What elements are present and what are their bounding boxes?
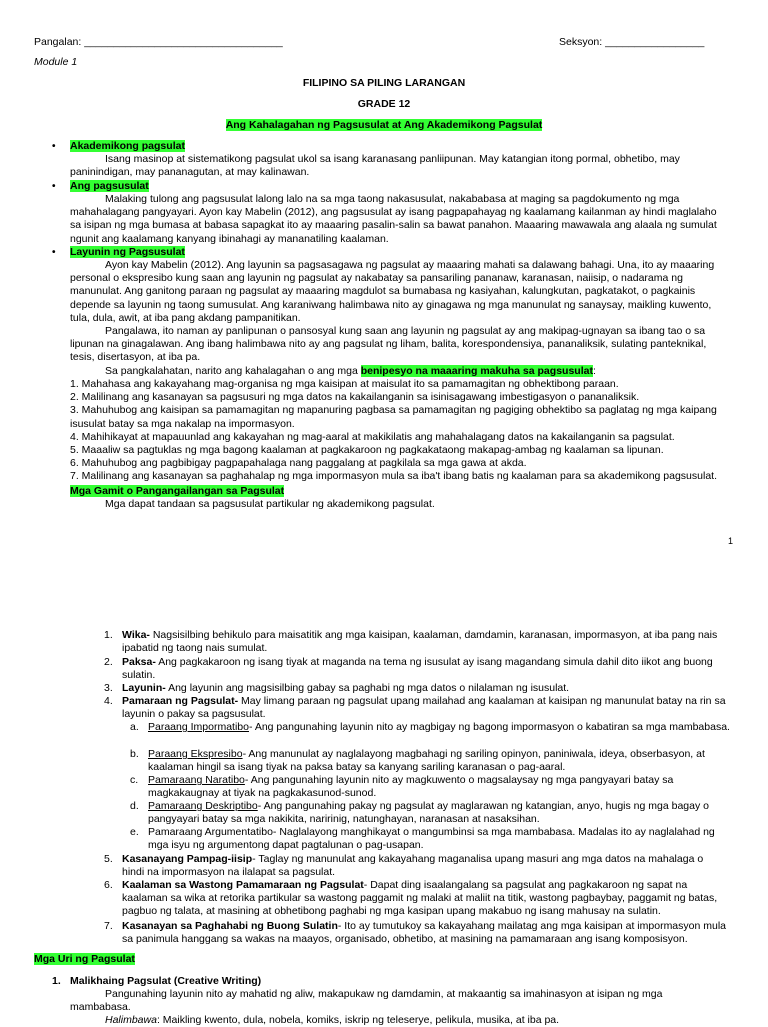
subitem-letter: d. [130, 800, 139, 812]
benefit-item: 4. Mahihikayat at mapauunlad ang kakayahan ng mag-aaral at makikilatis ang mahahalagang datos na kakailanganin sa pagsulat. [70, 430, 675, 443]
subitem-text: Pamaraang Argumentatibo- Naglalayong manghikayat o mangumbinsi sa mga mambabasa. Madalas ito ay naglalahad ng mga isyu ng argumentong dapat pagtalunan o pag-usapan. [148, 826, 715, 852]
layunin-paragraph-2 [70, 325, 720, 365]
akademiko-heading: Akademikong pagsulat [70, 140, 185, 152]
gamit-heading: Mga Gamit o Pangangailangan sa Pagsulat [70, 485, 285, 497]
item-term: Kasanayan sa Paghahabi ng Buong Sulatin [122, 920, 338, 932]
benefits-highlight: benipesyo na maaaring makuha sa pagsusulat [360, 365, 593, 377]
subject-title: FILIPINO SA PILING LARANGAN [302, 77, 466, 89]
pagsusulat-text: Malaking tulong ang pagsusulat lalong lalo na sa mga taong nakasusulat, nakababasa at maging sa pagdokumento ng mga mahahalagang pangyayari. Ayon kay Mabelin (2012), ang pagsusulat ay isang pagpapahayag ng kaalamang kailanman ay hindi maglalaho sa isipan ng mga bumasa at babasa sapagkat ito ay maaaring pasalin-salin sa bawat panahon. Maaaring mawawala ang alaala ng sumulat ngunit ang kaalamang kanyang ibinahagi ay mananatiling kaalaman. [70, 193, 717, 245]
item-text: Ang layunin ang magsisilbing gabay sa paghabi ng mga datos o nilalaman ng isusulat. [165, 682, 570, 694]
layunin-text-3: Sa pangkalahatan, narito ang kahalagahan o ang mga [105, 365, 361, 377]
layunin-text-2: Pangalawa, ito naman ay panlipunan o pansosyal kung saan ang layunin ng pagsulat ay ang makipag-ugnayan sa ibang tao o sa lipunan na ginagalawan. Ang ibang halimbawa nito ay ang pagsulat ng liham, balita, korespondensiya, pananaliksik, sulating panteknikal, tesis, disertasyon, at iba pa. [70, 325, 707, 364]
layunin-text-1: Ayon kay Mabelin (2012). Ang layunin sa pagsasagawa ng pagsulat ay maaaring mahati sa dalawang bahagi. Una, ito ay maaaring personal o ekspresibo kung saan ang layunin ng pagsulat ay nakabatay sa pansariling pananaw, karanasan, naiisip, o nadarama ng manunulat. Ang ganitong paraan ng pagsulat ay maaaring magdulot sa bumabasa ng kasiyahan, kalungkutan, pagkatakot, o pagkainis depende sa layunin ng taong sumusulat. Ang karaniwang halimbawa nito ay ginagawa ng mga manunulat ng sanaysay, maikling kuwento, tula, dula, awit, at iba pang akdang pampanitikan. [70, 259, 715, 324]
uri-item-paragraph [70, 988, 720, 1014]
bullet-icon: • [52, 247, 56, 258]
item-term: Pamaraan ng Pagsulat- [122, 695, 239, 707]
bullet-icon: • [52, 181, 56, 192]
item-term: Kasanayang Pampag-iisip [122, 853, 253, 865]
item-term: Paksa- [122, 656, 156, 668]
item-number: 5. [104, 853, 113, 865]
item-number: 4. [104, 695, 113, 707]
benefit-item: 7. Malilinang ang kasanayan sa paghahalap ng mga impormasyon mula sa iba't ibang batis ng kaalaman para sa akademikong pagsusulat. [70, 470, 717, 483]
benefit-item: 2. Malilinang ang kasanayan sa pagsusuri ng mga datos na kakailanganin sa isinisagawang imbestigasyon o pananaliksik. [70, 391, 640, 404]
topic-title-wrap [0, 119, 768, 132]
page-number: 1 [728, 536, 734, 546]
subitem-text: - Ang pangunahing layunin nito ay magbigay ng bagong impormasyon o kabatiran sa mga mambabasa. [248, 721, 730, 733]
item-text: - Dapat ding isaalangalang sa pagsulat ang pagkakaroon ng sapat na kaalaman sa wika at retorika partikular sa wastong paggamit ng malaki at maliit na titik, wastong pagbaybay, paggamit ng batas, pagbuo ng talata, at masining at obhetibong paghabi ng mga kasipan upang makabuo ng isang mahusay na sulatin. [122, 879, 718, 918]
uri-heading: Mga Uri ng Pagsulat [34, 953, 135, 965]
topic-title: Ang Kahalagahan ng Pagsusulat at Ang Akademikong Pagsulat [225, 119, 543, 131]
name-field-label: Pangalan: __________________________________ [34, 36, 283, 48]
benefits-list [70, 378, 720, 484]
benefit-item: 6. Mahuhubog ang pagbibigay pagpapahalaga nang paggalang at pagkilala sa mga gawa at akda. [70, 457, 527, 470]
benefit-item: 3. Mahuhubog ang kaisipan sa pamamagitan ng mapanuring pagbasa sa pamamagitan ng pagiging obhektibo sa paglatag ng mga kaipang isusulat batay sa mga nakalap na impormasyon. [70, 404, 717, 430]
item-term: Wika- [122, 629, 150, 641]
item-text: - Taglay ng manunulat ang kakayahang maganalisa upang masuri ang mga datos na mahalaga o hindi na impormasyon na ilalapat sa pagsulat. [122, 853, 704, 879]
subitem-letter: b. [130, 748, 139, 760]
item-text: Ang pagkakaroon ng isang tiyak at maganda na tema ng isusulat ay isang magandang simula dahil dito iikot ang buong sulatin. [122, 656, 713, 682]
akademiko-heading-wrap [70, 140, 185, 153]
layunin-heading-wrap [70, 246, 185, 259]
item-term: Layunin- [122, 682, 166, 694]
module-label: Module 1 [34, 56, 78, 68]
bullet-icon: • [52, 141, 56, 152]
halimbawa-line [105, 1014, 559, 1027]
subitem-text: - Ang manunulat ay naglalayong magbahagi ng sariling opinyon, paniniwala, ideya, obserbasyon, at kaalaman hingil sa isang tiyak na paksa batay sa kanyang sariling karanasan o pag-aaral. [148, 748, 705, 774]
benefit-item: 5. Maaaliw sa pagtuklas ng mga bagong kaalaman at pagkakaroon ng pagkakataong makapag-ambag ng kaalaman sa lipunan. [70, 444, 664, 457]
layunin-text-3-end: : [592, 365, 596, 377]
item-term: Kaalaman sa Wastong Pamamaraan ng Pagsulat [122, 879, 364, 891]
item-number: 7. [104, 920, 113, 932]
akademiko-text: Isang masinop at sistematikong pagsulat ukol sa isang karanasang panliipunan. May katangian itong pormal, obhetibo, may paninindigan, may pananagutan, at may kalinawan. [70, 153, 680, 179]
item-text: - Ito ay tumutukoy sa kakayahang mailatag ang mga kaisipan at impormasyon mula sa panimula hanggang sa wakas na maayos, organisado, obhetibo, at masining na pamamaraan ang isang komposisyon. [122, 920, 727, 946]
layunin-heading: Layunin ng Pagsusulat [70, 246, 185, 258]
akademiko-paragraph [70, 153, 720, 179]
subitem-term: Paraang Impormatibo [148, 721, 249, 733]
layunin-paragraph-3 [70, 365, 720, 378]
gamit-paragraph [70, 498, 720, 511]
halimbawa-text: : Maikling kwento, dula, nobela, komiks, iskrip ng teleserye, pelikula, musika, at iba pa. [156, 1014, 560, 1026]
item-number: 6. [104, 879, 113, 891]
gamit-heading-wrap [70, 485, 284, 498]
halimbawa-label: Halimbawa [105, 1014, 157, 1026]
grade-title: GRADE 12 [357, 98, 411, 110]
subitem-letter: a. [130, 721, 139, 733]
section-field-label: Seksyon: _________________ [559, 36, 705, 48]
uri-item-number: 1. [52, 975, 61, 987]
uri-item-title: Malikhaing Pagsulat (Creative Writing) [70, 975, 262, 987]
uri-item-text: Pangunahing layunin nito ay mahatid ng aliw, makapukaw ng damdamin, at makaantig sa imahinasyon at isipan ng mga mambabasa. [70, 988, 663, 1014]
subitem-letter: e. [130, 826, 139, 838]
pagsusulat-heading: Ang pagsusulat [70, 180, 149, 192]
subitem-text: - Ang pangunahing layunin nito ay magkuwento o magsalaysay ng mga pangyayari batay sa magkakaugnay at tiyak na pagkakasunod-sunod. [148, 774, 674, 800]
subitem-term: Paraang Ekspresibo [148, 748, 243, 760]
subitem-letter: c. [130, 774, 139, 786]
item-text: May limang paraan ng pagsulat upang mailahad ang kaalaman at kaisipan ng manunulat batay na rin sa layunin o pakay sa pagsusulat. [122, 695, 726, 721]
item-number: 2. [104, 656, 113, 668]
pagsusulat-heading-wrap [70, 180, 149, 193]
item-number: 3. [104, 682, 113, 694]
subitem-term: Pamaraang Naratibo [148, 774, 245, 786]
subitem-text: - Ang pangunahing pakay ng pagsulat ay maglarawan ng katangian, anyo, hugis ng mga bagay o pangyayari batay sa mga nakikita, naririnig, natunghayan, naranasan at nasaksihan. [148, 800, 709, 826]
item-number: 1. [104, 629, 113, 641]
gamit-text: Mga dapat tandaan sa pagsusulat partikular ng akademikong pagsulat. [105, 498, 435, 510]
uri-heading-wrap [34, 953, 135, 966]
benefit-item: 1. Mahahasa ang kakayahang mag-organisa ng mga kaisipan at maisulat ito sa pamamagitan ng obhektibong paraan. [70, 378, 619, 390]
subitem-term: Pamaraang Deskriptibo [148, 800, 258, 812]
item-text: Nagsisilbing behikulo para maisatitik ang mga kaisipan, kaalaman, damdamin, karanasan, impormasyon, at iba pang nais ipabatid ng taong nais sumulat. [122, 629, 718, 655]
layunin-paragraph-1 [70, 259, 720, 325]
pagsusulat-paragraph [70, 193, 720, 246]
